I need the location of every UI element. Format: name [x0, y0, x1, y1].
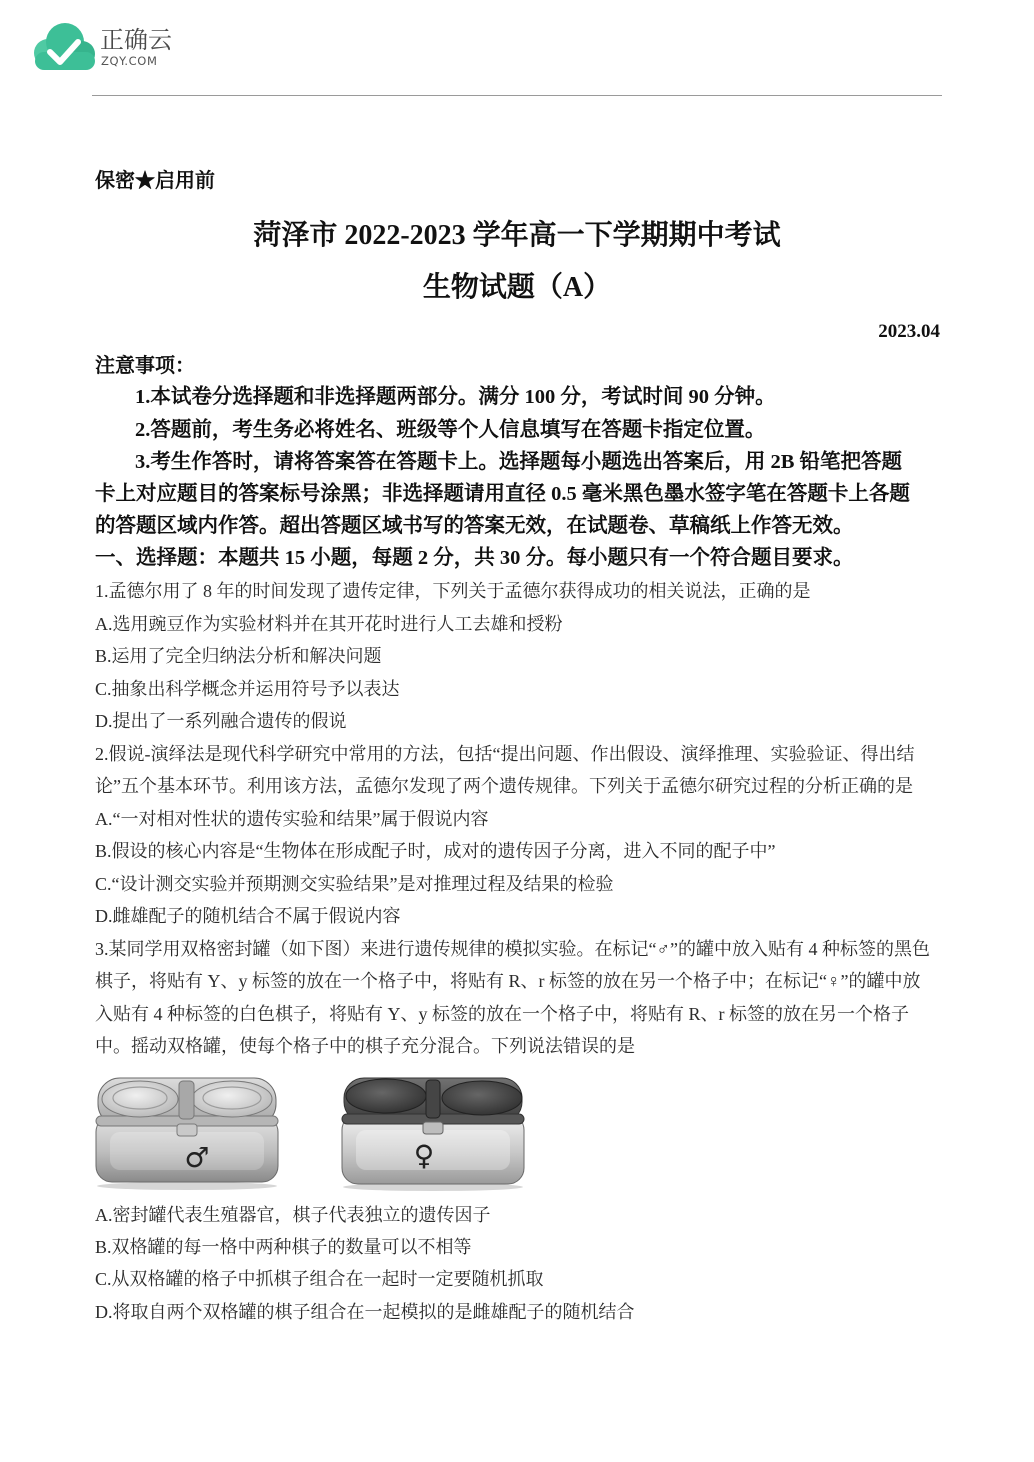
option-b: B.双格罐的每一格中两种棋子的数量可以不相等 — [95, 1237, 472, 1257]
option-a: A.选用豌豆作为实验材料并在其开花时进行人工去雄和授粉 — [95, 614, 563, 634]
exam-date: 2023.04 — [878, 321, 940, 342]
cloud-check-icon — [28, 20, 100, 76]
notice-item-line: 1.本试卷分选择题和非选择题两部分。满分 100 分，考试时间 90 分钟。 — [135, 386, 776, 408]
option-c: C.“设计测交实验并预期测交实验结果”是对推理过程及结果的检验 — [95, 874, 614, 894]
option-b: B.假设的核心内容是“生物体在形成配子时，成对的遗传因子分离，进入不同的配子中” — [95, 841, 776, 861]
female-jar — [342, 1078, 524, 1191]
notice-item-line: 卡上对应题目的答案标号涂黑；非选择题请用直径 0.5 毫米黑色墨水签字笔在答题卡上各题 — [95, 483, 910, 505]
notice-heading: 注意事项： — [95, 355, 195, 377]
option-c: C.从双格罐的格子中抓棋子组合在一起时一定要随机抓取 — [95, 1269, 544, 1289]
question-stem-line: 1.孟德尔用了 8 年的时间发现了遗传定律，下列关于孟德尔获得成功的相关说法，正确的是 — [95, 581, 811, 601]
option-d: D.雌雄配子的随机结合不属于假说内容 — [95, 906, 401, 926]
option-a: A.“一对相对性状的遗传实验和结果”属于假说内容 — [95, 809, 489, 829]
logo-domain: ZQY.COM — [101, 54, 158, 68]
option-b: B.运用了完全归纳法分析和解决问题 — [95, 646, 382, 666]
question-stem-line: 3.某同学用双格密封罐（如下图）来进行遗传规律的模拟实验。在标记“♂”的罐中放入贴有 4 种标签的黑色 — [95, 939, 930, 959]
question-stem-line: 棋子，将贴有 Y、y 标签的放在一个格子中，将贴有 R、r 标签的放在另一个格子中；在标记“♀”的罐中放 — [95, 971, 921, 991]
exam-title: 菏泽市 2022-2023 学年高一下学期期中考试 — [253, 220, 781, 251]
question-stem-line: 入贴有 4 种标签的白色棋子，将贴有 Y、y 标签的放在一个格子中，将贴有 R、r 标签的放在另一个格子 — [95, 1004, 909, 1024]
confidentiality-mark: 保密★启用前 — [95, 170, 215, 192]
option-c: C.抽象出科学概念并运用符号予以表达 — [95, 679, 400, 699]
notice-item-line: 的答题区域内作答。超出答题区域书写的答案无效，在试题卷、草稿纸上作答无效。 — [95, 515, 854, 537]
section-heading: 一、选择题：本题共 15 小题，每题 2 分，共 30 分。每小题只有一个符合题目要求。 — [95, 547, 854, 569]
header-divider — [92, 95, 942, 96]
notice-item-line: 2.答题前，考生务必将姓名、班级等个人信息填写在答题卡指定位置。 — [135, 419, 766, 441]
option-d: D.将取自两个双格罐的棋子组合在一起模拟的是雌雄配子的随机结合 — [95, 1302, 635, 1322]
option-d: D.提出了一系列融合遗传的假说 — [95, 711, 347, 731]
question-stem-line: 2.假说-演绎法是现代科学研究中常用的方法，包括“提出问题、作出假设、演绎推理、实验验证、得出结 — [95, 744, 915, 764]
logo-brand-name: 正确云 — [100, 26, 172, 54]
male-symbol: ♂ — [184, 1141, 210, 1174]
question-stem-line: 中。摇动双格罐，使每个格子中的棋子充分混合。下列说法错误的是 — [95, 1036, 635, 1056]
female-symbol: ♀ — [413, 1139, 435, 1172]
option-a: A.密封罐代表生殖器官，棋子代表独立的遗传因子 — [95, 1205, 491, 1225]
notice-item-line: 3.考生作答时，请将答案答在答题卡上。选择题每小题选出答案后，用 2B 铅笔把答题 — [135, 451, 903, 473]
jar-figure — [90, 1068, 535, 1192]
exam-subtitle: 生物试题（A） — [422, 272, 612, 303]
question-stem-line: 论”五个基本环节。利用该方法，孟德尔发现了两个遗传规律。下列关于孟德尔研究过程的分析正确的是 — [95, 776, 913, 796]
male-jar — [96, 1078, 278, 1190]
